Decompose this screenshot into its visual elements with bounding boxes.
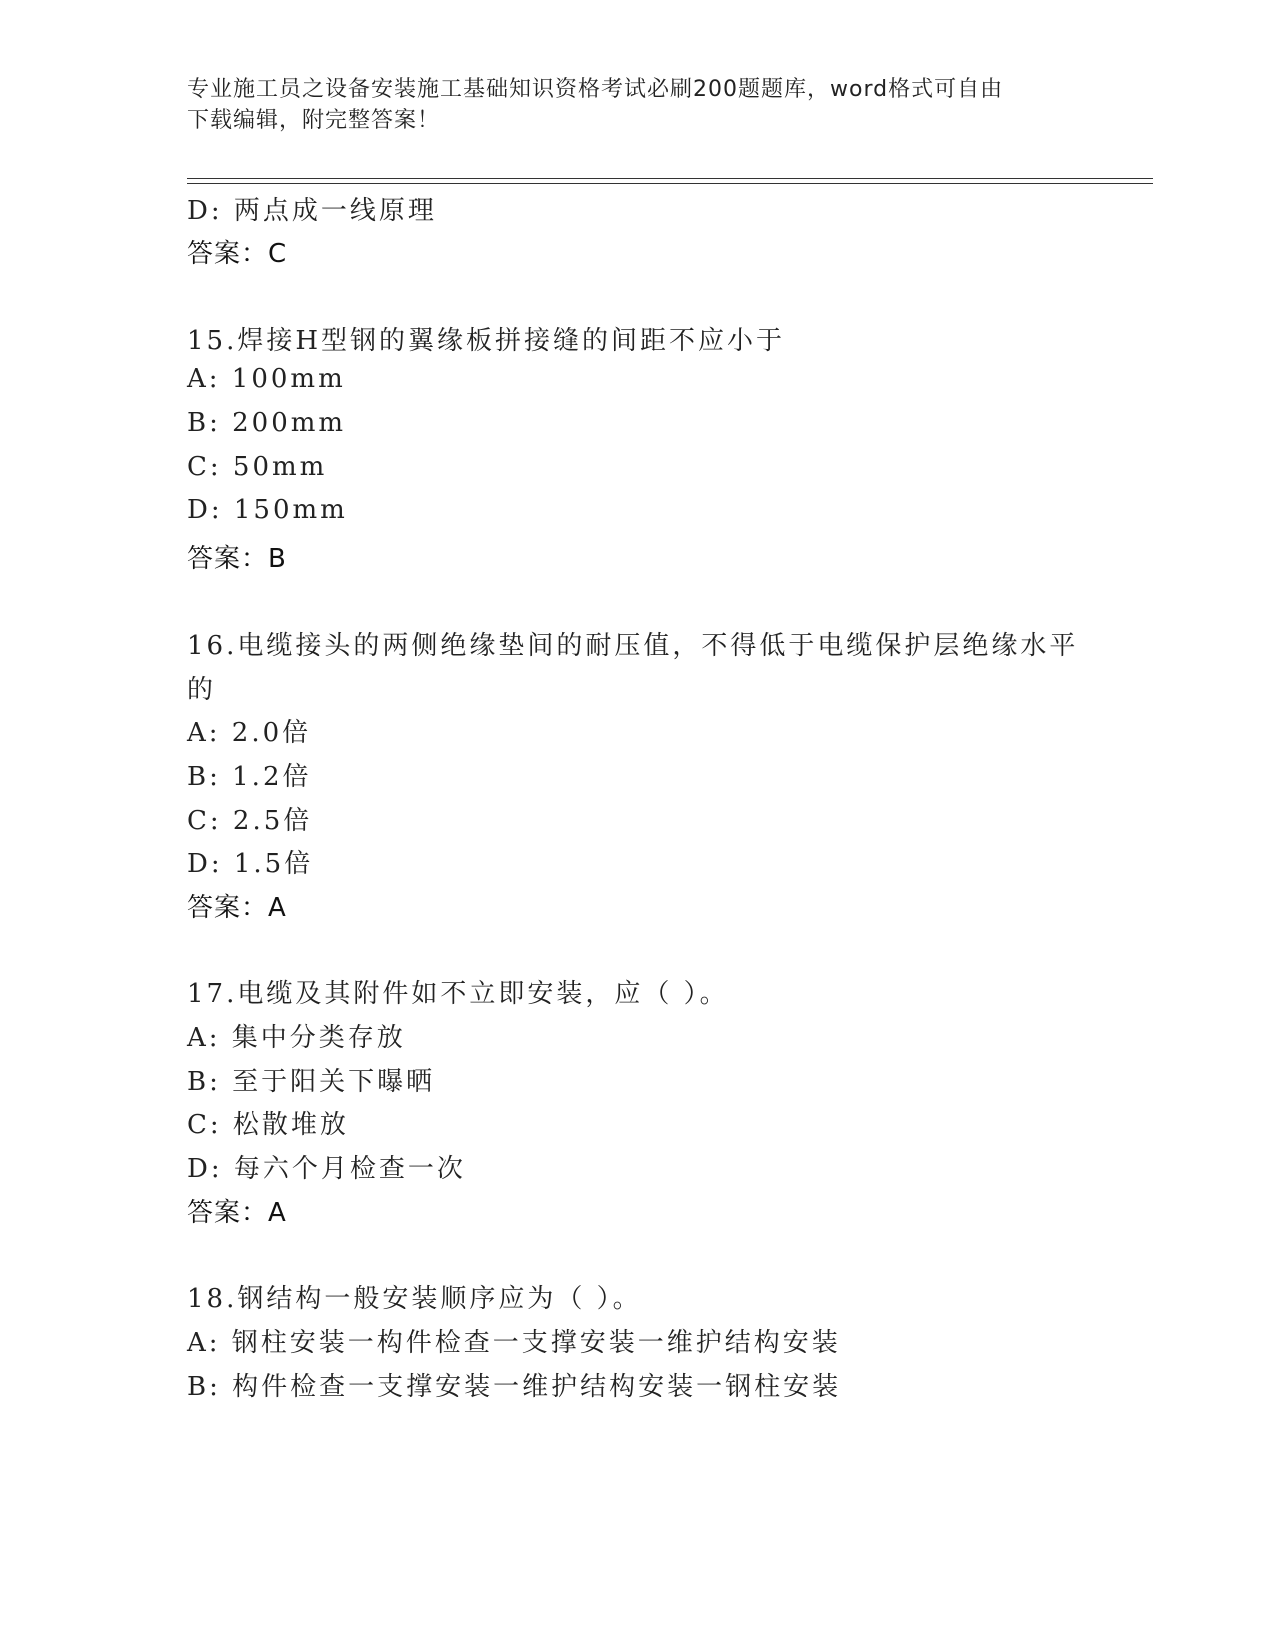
header-divider-top (187, 178, 1153, 179)
q15-question: 15.焊接H型钢的翼缘板拼接缝的间距不应小于 (187, 326, 786, 356)
header-divider-bottom (187, 183, 1153, 184)
q16-question-line-1: 16.电缆接头的两侧绝缘垫间的耐压值，不得低于电缆保护层绝缘水平 (187, 631, 1079, 661)
q15-answer: 答案：B (187, 544, 287, 574)
q16-option-d: D: 1.5倍 (187, 849, 314, 879)
q16-option-b: B: 1.2倍 (187, 762, 312, 792)
q18-option-b: B: 构件检查一支撑安装一维护结构安装一钢柱安装 (187, 1372, 842, 1402)
prev-answer: 答案：C (187, 239, 288, 269)
header-title-line-2: 下载编辑，附完整答案！ (187, 108, 441, 133)
q15-option-d: D: 150mm (187, 495, 348, 525)
q17-question: 17.电缆及其附件如不立即安装，应（ ）。 (187, 979, 729, 1009)
q15-option-a: A: 100mm (187, 364, 346, 394)
q17-option-d: D: 每六个月检查一次 (187, 1154, 466, 1184)
q18-option-a: A: 钢柱安装一构件检查一支撑安装一维护结构安装 (187, 1328, 841, 1358)
q16-answer: 答案：A (187, 893, 287, 923)
q15-option-b: B: 200mm (187, 408, 347, 438)
q15-option-c: C: 50mm (187, 452, 328, 482)
q17-answer: 答案：A (187, 1198, 287, 1228)
q16-option-c: C: 2.5倍 (187, 806, 313, 836)
q18-question: 18.钢结构一般安装顺序应为（ ）。 (187, 1284, 642, 1314)
q16-question-line-2: 的 (187, 675, 217, 705)
q17-option-a: A: 集中分类存放 (187, 1023, 406, 1053)
q17-option-c: C: 松散堆放 (187, 1110, 349, 1140)
document-header (187, 74, 1067, 136)
q16-option-a: A: 2.0倍 (187, 718, 312, 748)
prev-option-d: D: 两点成一线原理 (187, 196, 437, 226)
q17-option-b: B: 至于阳关下曝晒 (187, 1067, 436, 1097)
header-title-line-1: 专业施工员之设备安装施工基础知识资格考试必刷200题题库，word格式可自由 (187, 77, 1004, 102)
